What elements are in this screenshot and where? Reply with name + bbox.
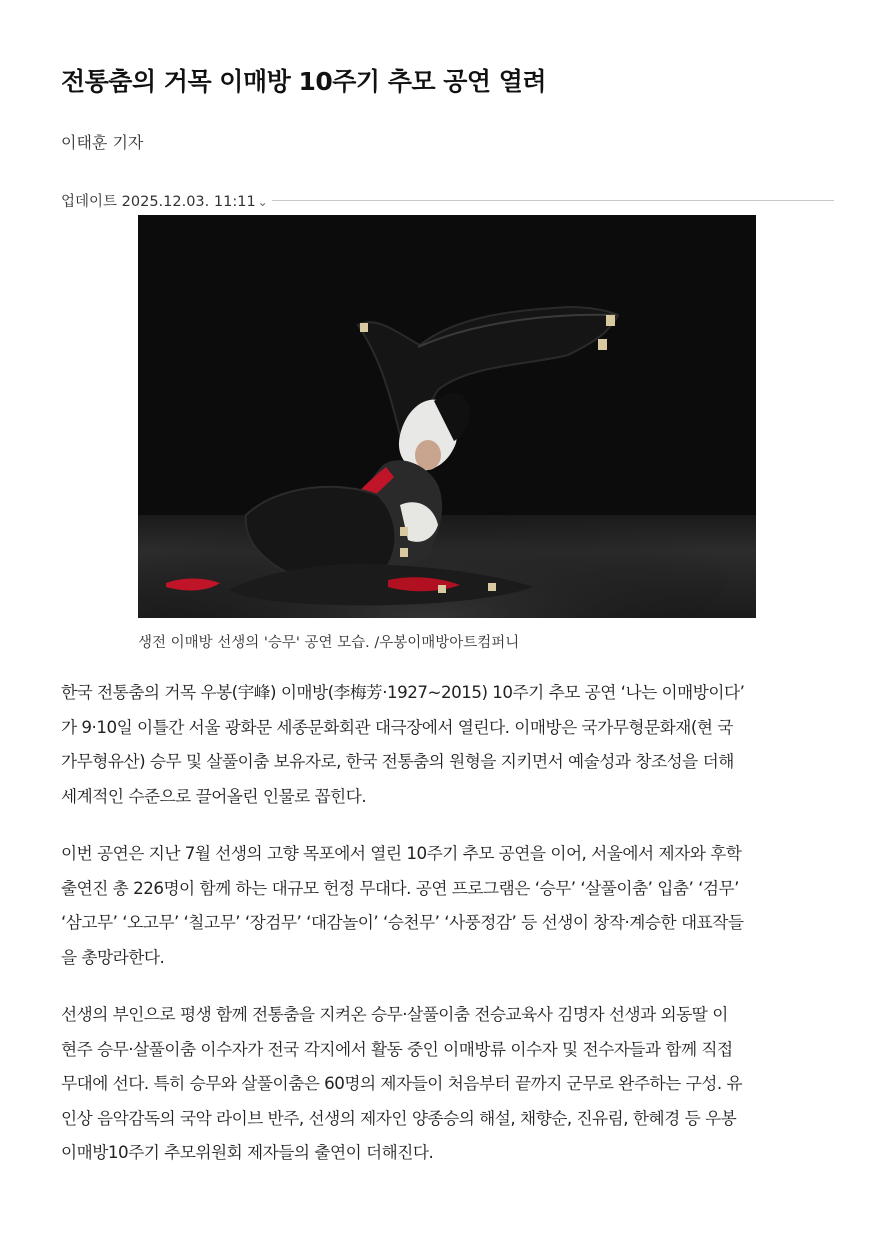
- article-paragraph-1: [61, 675, 836, 813]
- paragraph-line: 인상 음악감독의 국악 라이브 반주, 선생의 제자인 양종승의 해설, 채향순, 진유림, 한혜경 등 우봉: [61, 1107, 737, 1128]
- chevron-down-icon[interactable]: ⌄: [257, 195, 268, 209]
- paragraph-line: 가무형유산) 승무 및 살풀이춤 보유자로, 한국 전통춤의 원형을 지키면서 예술성과 창조성을 더해: [61, 751, 734, 771]
- meta-divider: [266, 200, 834, 201]
- updated-time: 2025.12.03. 11:11: [121, 194, 256, 210]
- photo-caption: 생전 이매방 선생의 '승무' 공연 모습. /우봉이매방아트컴퍼니: [138, 635, 520, 651]
- article-photo: [138, 215, 756, 618]
- update-info[interactable]: [61, 190, 272, 211]
- paragraph-line: 가 9·10일 이틀간 서울 광화문 세종문화회관 대극장에서 열린다. 이매방은 국가무형문화재(현 국: [61, 716, 733, 737]
- paragraph-line: 출연진 총 226명이 함께 하는 대규모 헌정 무대다. 공연 프로그램은 ‘승무’ ‘살풀이춤’ 입춤’ ‘검무’: [61, 877, 739, 898]
- article-meta: [61, 190, 834, 210]
- paragraph-line: 이번 공연은 지난 7월 선생의 고향 목포에서 열린 10주기 추모 공연을 이어, 서울에서 제자와 후학: [61, 843, 742, 863]
- article-byline[interactable]: 이태훈 기자: [61, 133, 144, 152]
- paragraph-line: 을 총망라한다.: [61, 946, 165, 967]
- paragraph-line: 이매방10주기 추모위원회 제자들의 출연이 더해진다.: [61, 1142, 434, 1162]
- paragraph-line: 선생의 부인으로 평생 함께 전통춤을 지켜온 승무·살풀이춤 전승교육사 김명자 선생과 외동딸 이: [61, 1004, 728, 1024]
- paragraph-line: ‘삼고무’ ‘오고무’ ‘칠고무’ ‘장검무’ ‘대감놀이’ ‘승천무’ ‘사풍정감’ 등 선생이 창작·계승한 대표작들: [61, 912, 744, 932]
- paragraph-line: 무대에 선다. 특히 승무와 살풀이춤은 60명의 제자들이 처음부터 끝까지 군무로 완주하는 구성. 유: [61, 1073, 743, 1093]
- paragraph-line: 현주 승무·살풀이춤 이수자가 전국 각지에서 활동 중인 이매방류 이수자 및 전수자들과 함께 직접: [61, 1038, 733, 1059]
- paragraph-line: 세계적인 수준으로 끌어올린 인물로 꼽힌다.: [61, 785, 367, 806]
- article-paragraph-3: [61, 997, 836, 1170]
- updated-label: 업데이트: [61, 194, 118, 210]
- article-paragraph-2: [61, 836, 836, 974]
- article-headline: 전통춤의 거목 이매방 10주기 추모 공연 열려: [61, 67, 547, 96]
- paragraph-line: 한국 전통춤의 거목 우봉(宇峰) 이매방(李梅芳·1927~2015) 10주기 추모 공연 ‘나는 이매방이다’: [61, 682, 745, 702]
- dancer-illustration: [138, 215, 756, 618]
